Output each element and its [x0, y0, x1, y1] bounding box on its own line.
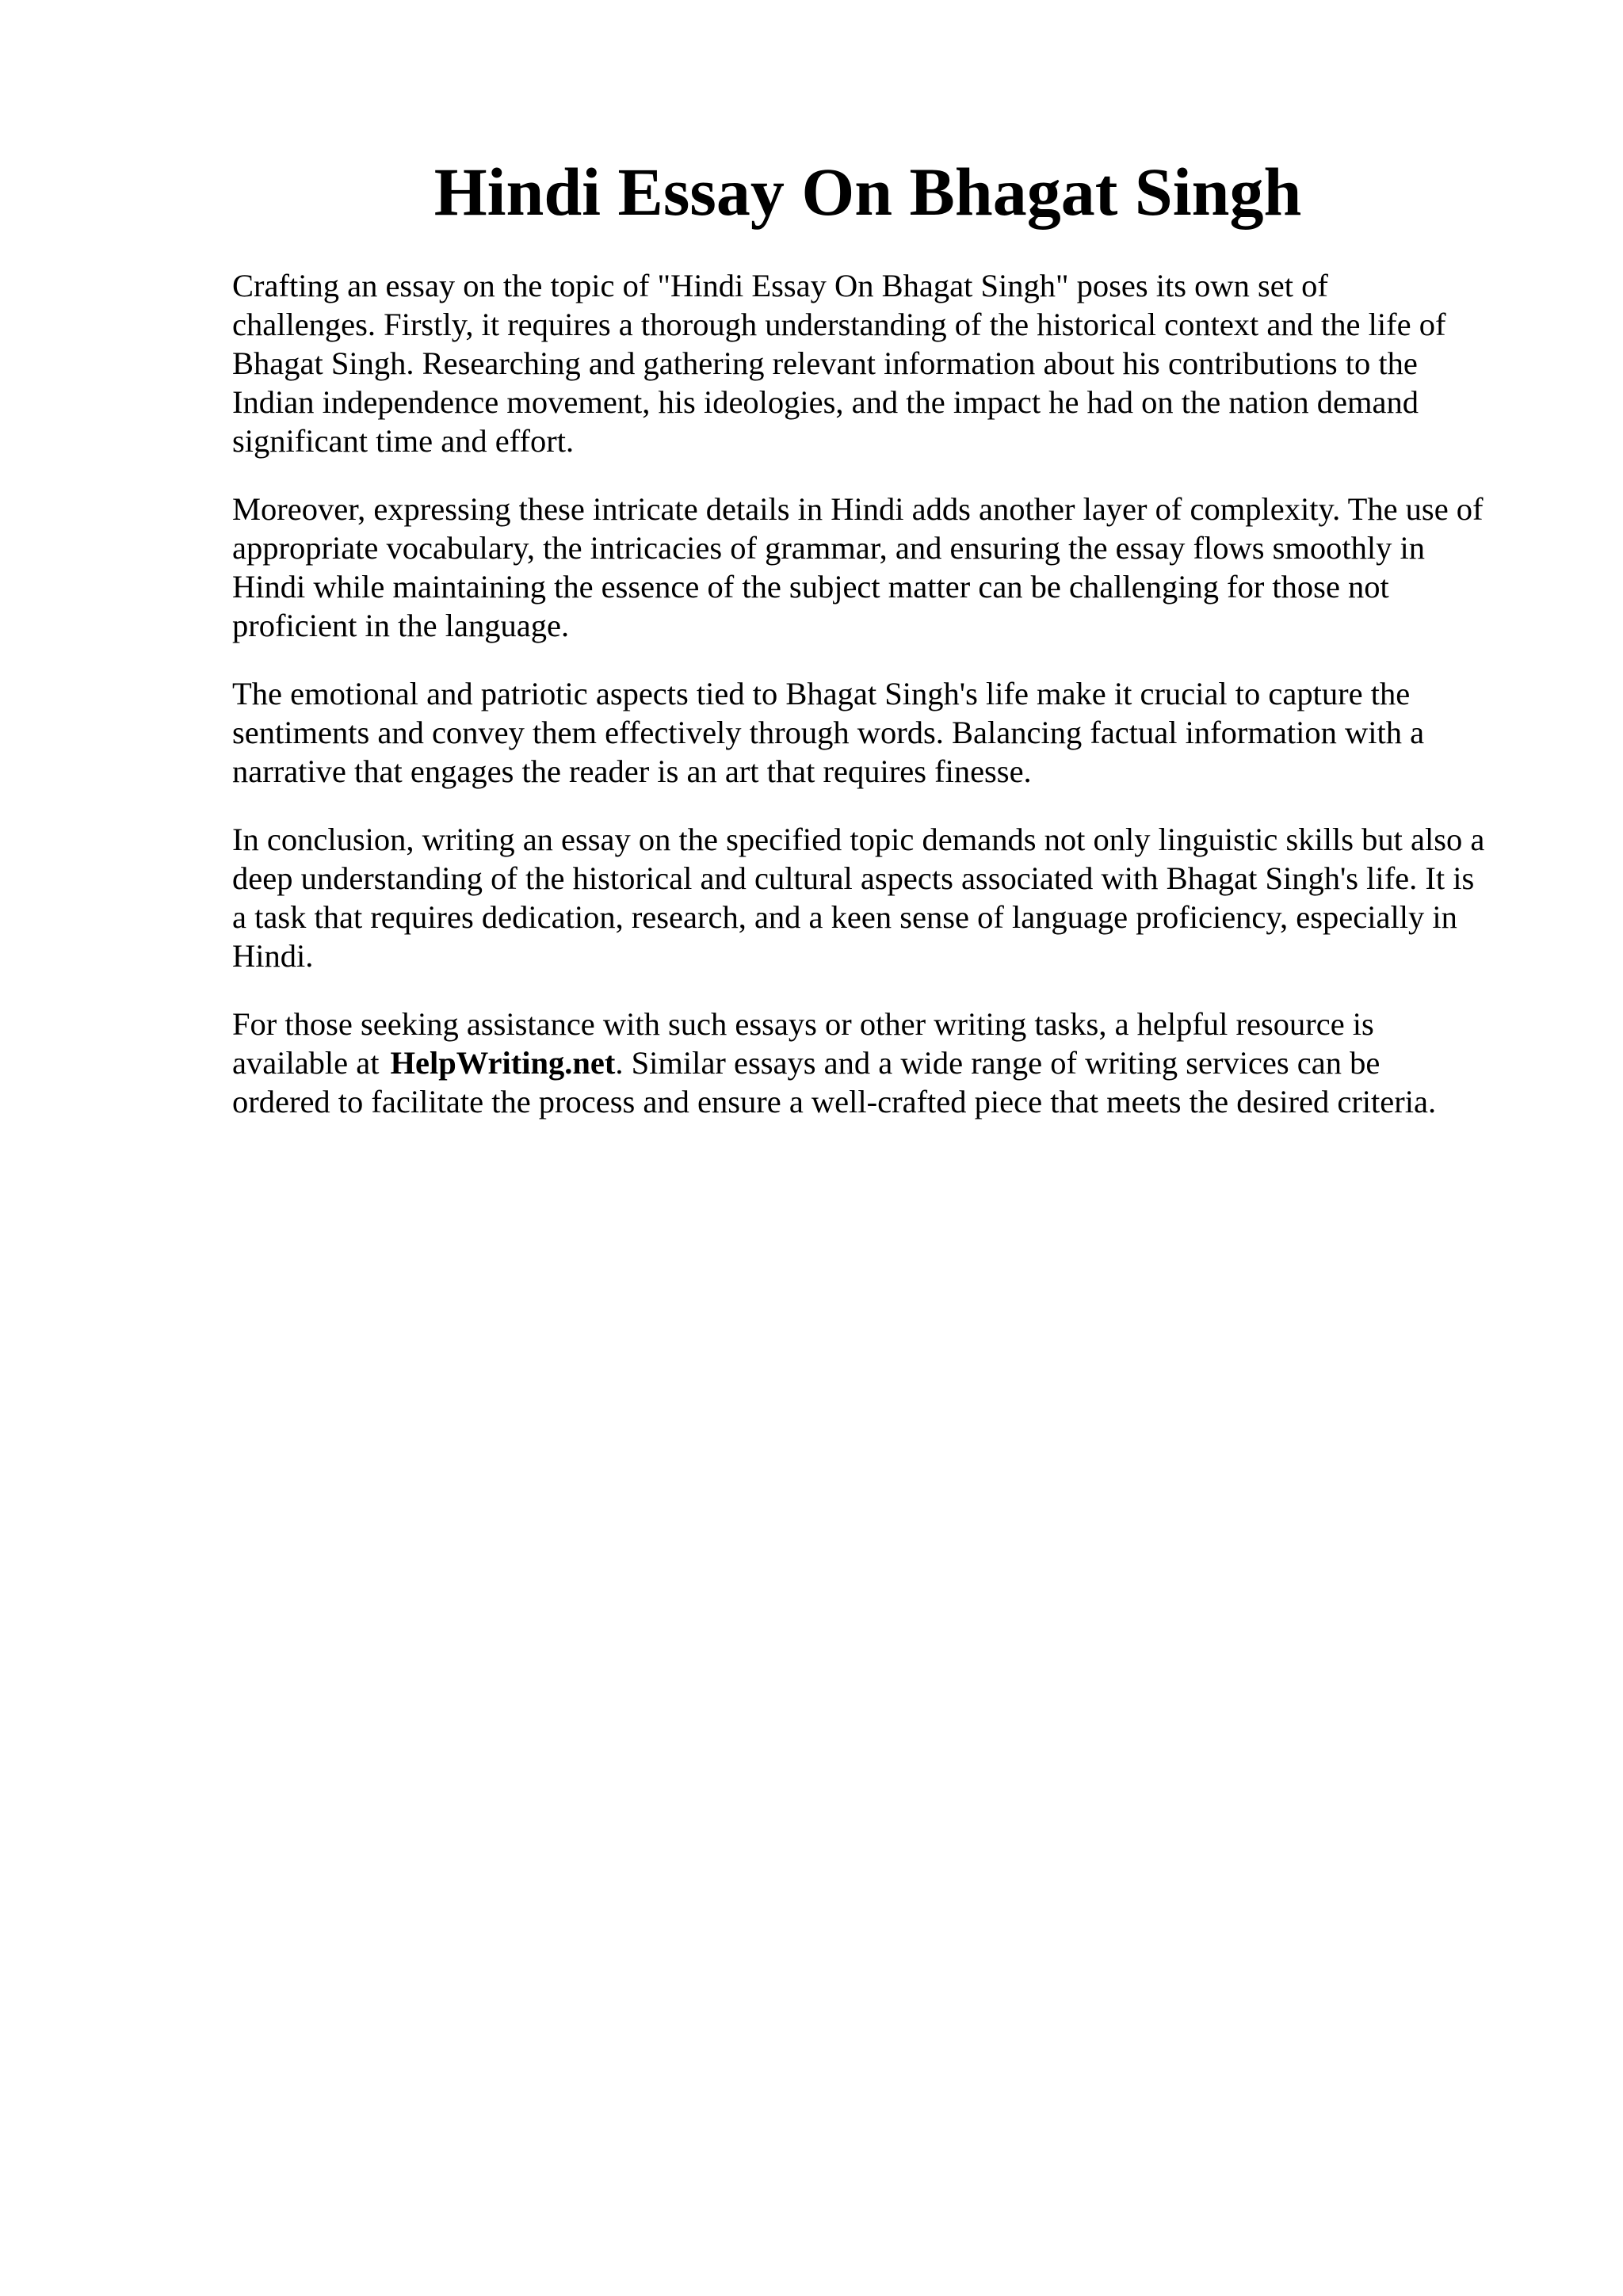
paragraph-1 [232, 266, 1532, 460]
paragraph-line: Moreover, expressing these intricate details in Hindi adds another layer of complexity. The use of [232, 491, 1484, 527]
paragraph-line: For those seeking assistance with such essays or other writing tasks, a helpful resource is [232, 1006, 1374, 1042]
document-body [232, 266, 1532, 1150]
paragraph-line: a task that requires dedication, research, and a keen sense of language proficiency, especially in [232, 899, 1457, 935]
paragraph-line: Crafting an essay on the topic of "Hindi Essay On Bhagat Singh" poses its own set of [232, 268, 1328, 303]
paragraph-line: Indian independence movement, his ideologies, and the impact he had on the nation demand [232, 384, 1419, 420]
paragraph-line: Hindi while maintaining the essence of the subject matter can be challenging for those not [232, 569, 1389, 605]
paragraph-5 [232, 1005, 1532, 1121]
document-title: Hindi Essay On Bhagat Singh [433, 154, 1302, 230]
paragraph-line: The emotional and patriotic aspects tied to Bhagat Singh's life make it crucial to capture the [232, 676, 1411, 711]
paragraph-line: Hindi. [232, 938, 314, 974]
paragraph-line-with-link [232, 1043, 1532, 1082]
paragraph-line: challenges. Firstly, it requires a thorough understanding of the historical context and the life of [232, 307, 1446, 342]
paragraph-line: narrative that engages the reader is an art that requires finesse. [232, 753, 1032, 789]
paragraph-line: appropriate vocabulary, the intricacies of grammar, and ensuring the essay flows smoothly in [232, 530, 1426, 566]
paragraph-line: proficient in the language. [232, 608, 570, 643]
paragraph-4 [232, 820, 1532, 975]
link-trail-text: . Similar essays and a wide range of writing services can be [615, 1045, 1381, 1081]
paragraph-line: sentiments and convey them effectively through words. Balancing factual information with a [232, 715, 1425, 750]
paragraph-2 [232, 490, 1532, 645]
helpwriting-link[interactable]: HelpWriting.net [390, 1045, 616, 1081]
paragraph-line: significant time and effort. [232, 423, 575, 459]
paragraph-line: deep understanding of the historical and cultural aspects associated with Bhagat Singh's life. It is [232, 860, 1475, 896]
paragraph-3 [232, 674, 1532, 791]
paragraph-line: In conclusion, writing an essay on the specified topic demands not only linguistic skills but also a [232, 822, 1485, 857]
link-lead-text: available at [232, 1045, 380, 1081]
paragraph-line: ordered to facilitate the process and ensure a well-crafted piece that meets the desired criteria. [232, 1084, 1437, 1119]
paragraph-line: Bhagat Singh. Researching and gathering relevant information about his contributions to the [232, 345, 1418, 381]
